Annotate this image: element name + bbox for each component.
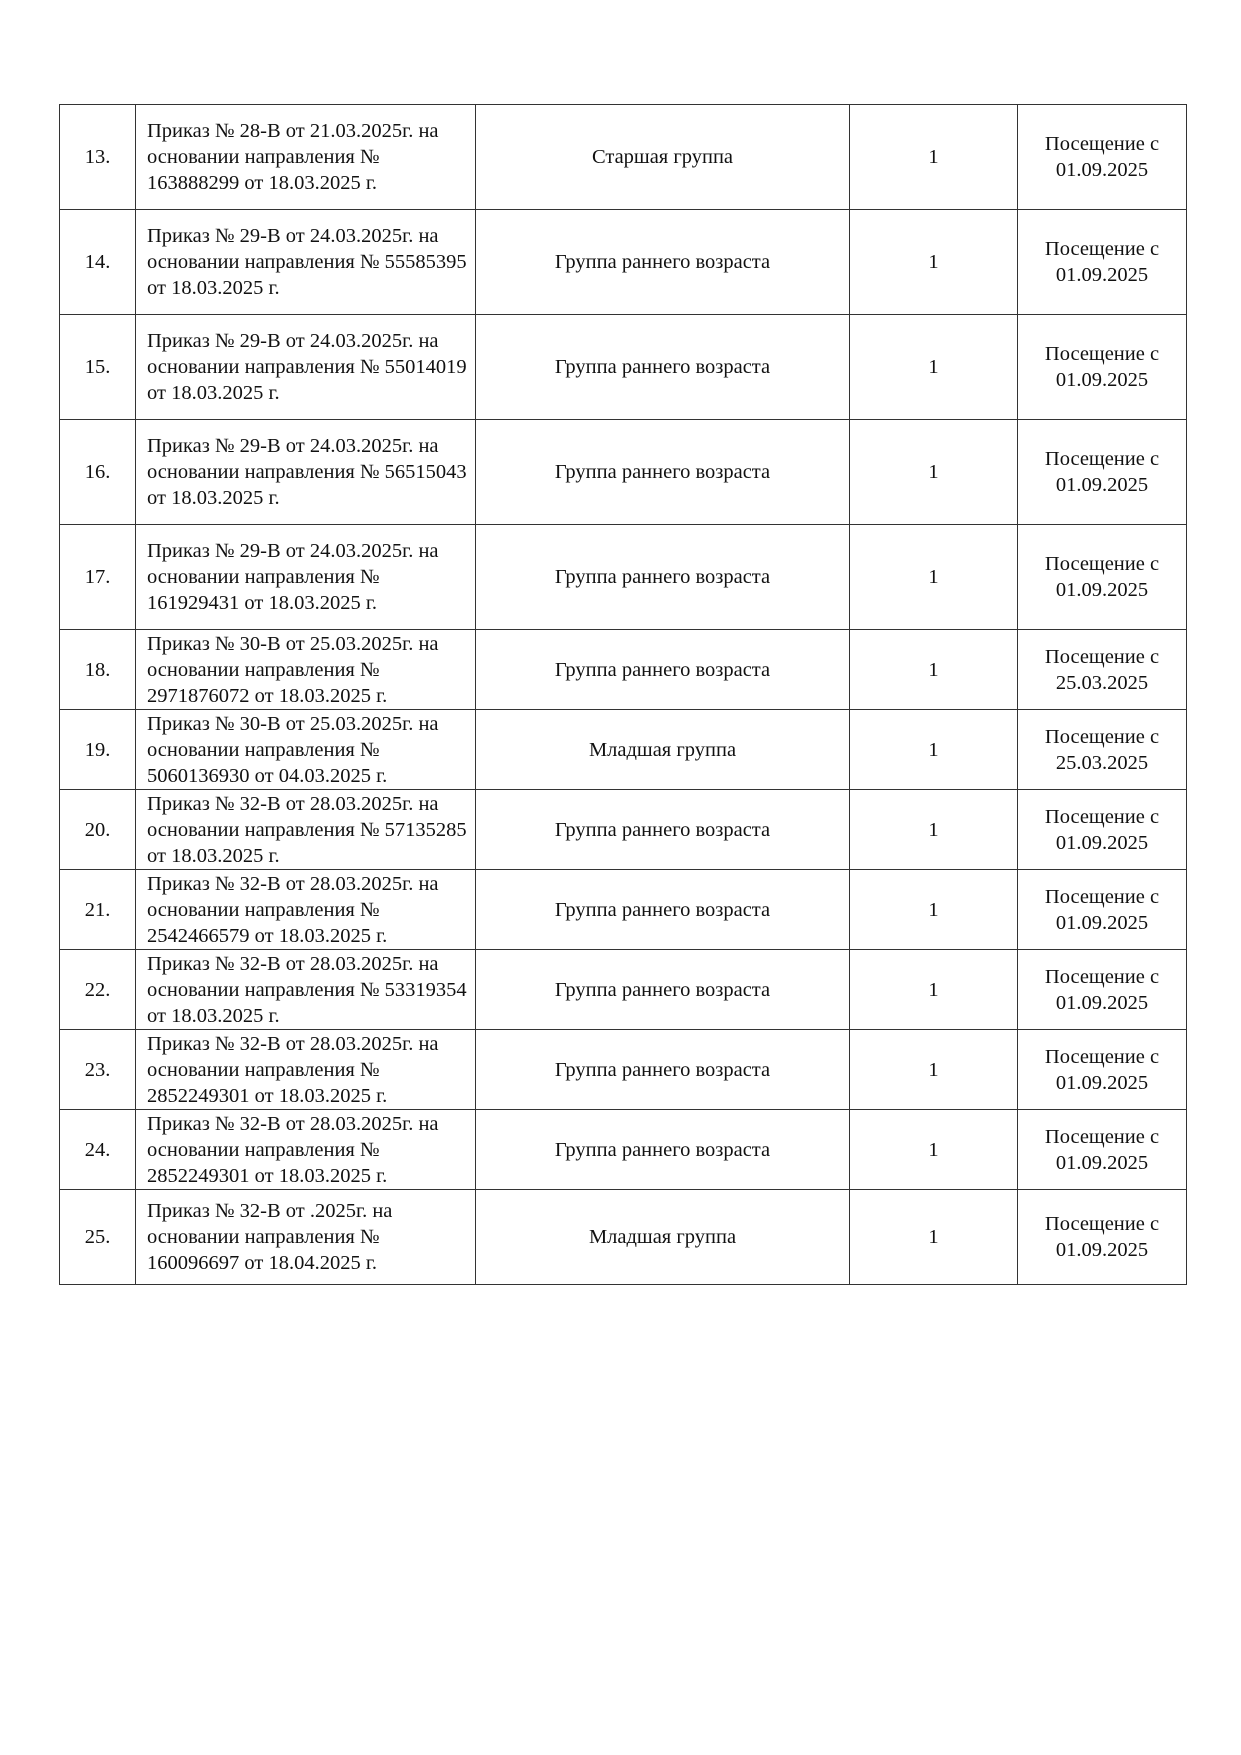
group-cell: Группа раннего возраста [476, 630, 850, 710]
order-text: Приказ № 32-В от 28.03.2025г. на основании направления № 2542466579 от 18.03.2025 г. [147, 872, 439, 947]
visit-cell: Посещение с 01.09.2025 [1018, 420, 1187, 525]
order-text: Приказ № 32-В от 28.03.2025г. на основании направления № 2852249301 от 18.03.2025 г. [147, 1032, 439, 1107]
table-row [60, 710, 1187, 790]
group-cell: Старшая группа [476, 105, 850, 210]
count-cell: 1 [850, 630, 1018, 710]
row-number: 24. [60, 1110, 136, 1190]
order-cell [136, 1030, 476, 1110]
count-cell: 1 [850, 790, 1018, 870]
visit-cell: Посещение с 01.09.2025 [1018, 1110, 1187, 1190]
order-cell [136, 525, 476, 630]
table-row [60, 870, 1187, 950]
visit-cell: Посещение с 01.09.2025 [1018, 315, 1187, 420]
group-cell: Группа раннего возраста [476, 210, 850, 315]
table-row [60, 105, 1187, 210]
table-row [60, 420, 1187, 525]
row-number: 17. [60, 525, 136, 630]
row-number: 25. [60, 1190, 136, 1285]
row-number: 16. [60, 420, 136, 525]
order-cell [136, 1190, 476, 1285]
group-cell: Младшая группа [476, 710, 850, 790]
group-cell: Младшая группа [476, 1190, 850, 1285]
visit-cell: Посещение с 01.09.2025 [1018, 1030, 1187, 1110]
row-number: 19. [60, 710, 136, 790]
visit-cell: Посещение с 01.09.2025 [1018, 1190, 1187, 1285]
row-number: 14. [60, 210, 136, 315]
visit-cell: Посещение с 01.09.2025 [1018, 525, 1187, 630]
count-cell: 1 [850, 1190, 1018, 1285]
count-cell: 1 [850, 420, 1018, 525]
table-row [60, 210, 1187, 315]
order-cell [136, 710, 476, 790]
visit-cell: Посещение с 01.09.2025 [1018, 105, 1187, 210]
order-text: Приказ № 29-В от 24.03.2025г. на основании направления № 56515043 от 18.03.2025 г. [147, 435, 467, 509]
count-cell: 1 [850, 950, 1018, 1030]
row-number: 21. [60, 870, 136, 950]
order-cell [136, 315, 476, 420]
enrollment-orders-table [59, 104, 1187, 1285]
visit-cell: Посещение с 25.03.2025 [1018, 630, 1187, 710]
count-cell: 1 [850, 105, 1018, 210]
order-text: Приказ № 32-В от 28.03.2025г. на основании направления № 53319354 от 18.03.2025 г. [147, 952, 467, 1027]
count-cell: 1 [850, 210, 1018, 315]
table-row [60, 1030, 1187, 1110]
table-row [60, 950, 1187, 1030]
visit-cell: Посещение с 01.09.2025 [1018, 210, 1187, 315]
count-cell: 1 [850, 710, 1018, 790]
order-text: Приказ № 28-В от 21.03.2025г. на основании направления № 163888299 от 18.03.2025 г. [147, 120, 439, 194]
visit-cell: Посещение с 25.03.2025 [1018, 710, 1187, 790]
visit-cell: Посещение с 01.09.2025 [1018, 790, 1187, 870]
group-cell: Группа раннего возраста [476, 870, 850, 950]
row-number: 15. [60, 315, 136, 420]
table-row [60, 790, 1187, 870]
count-cell: 1 [850, 870, 1018, 950]
order-text: Приказ № 32-В от 28.03.2025г. на основании направления № 2852249301 от 18.03.2025 г. [147, 1112, 439, 1187]
count-cell: 1 [850, 1110, 1018, 1190]
table-row [60, 525, 1187, 630]
visit-cell: Посещение с 01.09.2025 [1018, 870, 1187, 950]
order-cell [136, 105, 476, 210]
order-text: Приказ № 29-В от 24.03.2025г. на основании направления № 161929431 от 18.03.2025 г. [147, 540, 439, 614]
group-cell: Группа раннего возраста [476, 420, 850, 525]
count-cell: 1 [850, 525, 1018, 630]
order-cell [136, 630, 476, 710]
group-cell: Группа раннего возраста [476, 525, 850, 630]
order-cell [136, 950, 476, 1030]
order-text: Приказ № 30-В от 25.03.2025г. на основании направления № 5060136930 от 04.03.2025 г. [147, 712, 439, 787]
table-row [60, 315, 1187, 420]
order-cell [136, 870, 476, 950]
row-number: 18. [60, 630, 136, 710]
order-cell [136, 1110, 476, 1190]
row-number: 13. [60, 105, 136, 210]
table-row [60, 630, 1187, 710]
order-cell [136, 420, 476, 525]
group-cell: Группа раннего возраста [476, 1110, 850, 1190]
order-text: Приказ № 29-В от 24.03.2025г. на основании направления № 55014019 от 18.03.2025 г. [147, 330, 467, 404]
row-number: 20. [60, 790, 136, 870]
group-cell: Группа раннего возраста [476, 790, 850, 870]
table-row [60, 1110, 1187, 1190]
group-cell: Группа раннего возраста [476, 315, 850, 420]
order-cell [136, 210, 476, 315]
row-number: 23. [60, 1030, 136, 1110]
order-cell [136, 790, 476, 870]
count-cell: 1 [850, 1030, 1018, 1110]
count-cell: 1 [850, 315, 1018, 420]
order-text: Приказ № 29-В от 24.03.2025г. на основании направления № 55585395 от 18.03.2025 г. [147, 225, 467, 299]
order-text: Приказ № 32-В от .2025г. на основании направления № 160096697 от 18.04.2025 г. [147, 1200, 393, 1274]
order-text: Приказ № 32-В от 28.03.2025г. на основании направления № 57135285 от 18.03.2025 г. [147, 792, 467, 867]
table-row [60, 1190, 1187, 1285]
order-text: Приказ № 30-В от 25.03.2025г. на основании направления № 2971876072 от 18.03.2025 г. [147, 632, 439, 707]
group-cell: Группа раннего возраста [476, 1030, 850, 1110]
row-number: 22. [60, 950, 136, 1030]
visit-cell: Посещение с 01.09.2025 [1018, 950, 1187, 1030]
group-cell: Группа раннего возраста [476, 950, 850, 1030]
